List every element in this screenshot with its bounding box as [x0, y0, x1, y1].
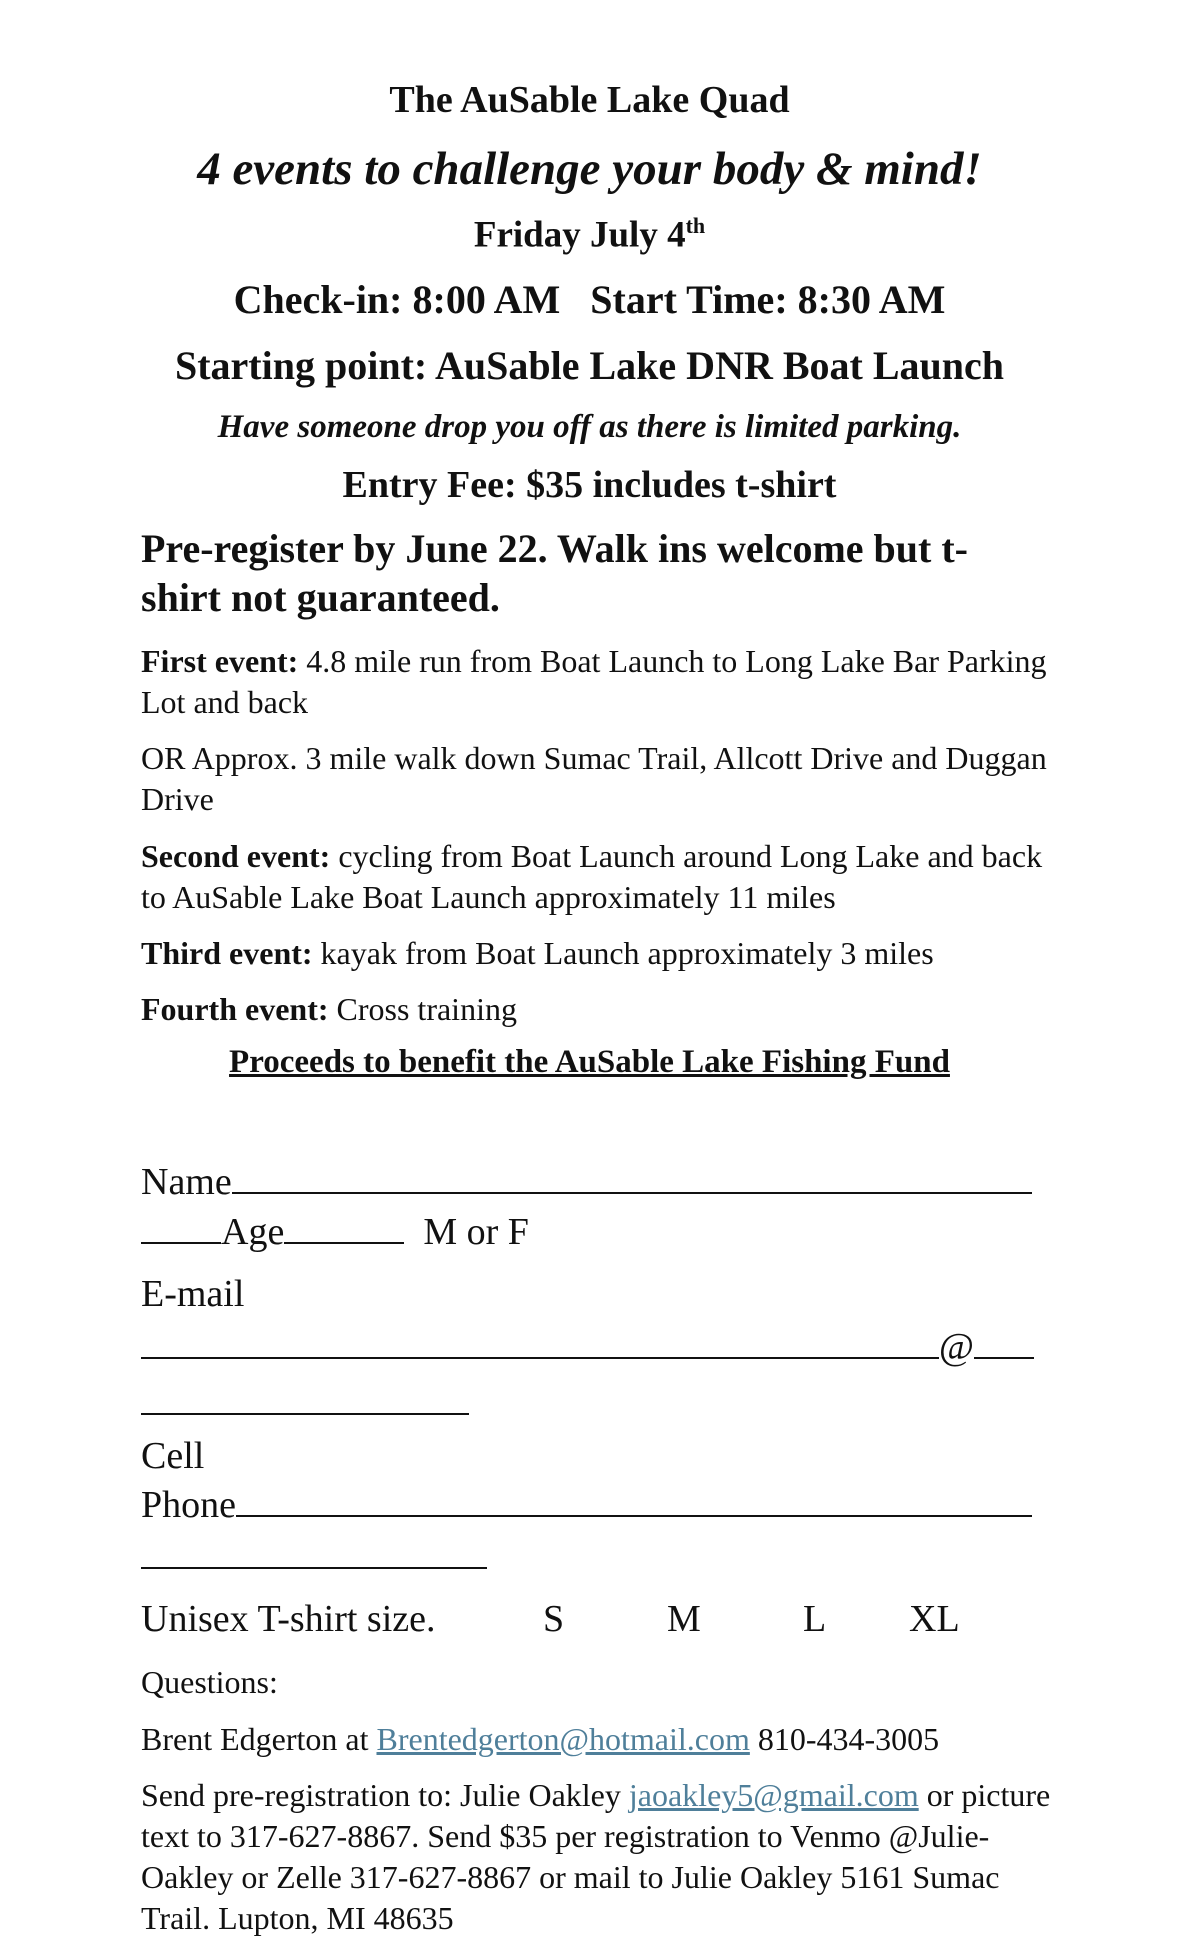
checkin-time: Check-in: 8:00 AM: [233, 277, 561, 322]
event-fourth: [141, 989, 1061, 1030]
flyer-title: The AuSable Lake Quad: [389, 79, 790, 121]
size-option-s[interactable]: S: [543, 1598, 565, 1640]
event-label: Third event:: [141, 935, 313, 971]
starting-point: Starting point: AuSable Lake DNR Boat Launch: [174, 343, 1005, 388]
phone-label: Phone: [141, 1484, 236, 1526]
send-email-link[interactable]: jaoakley5@gmail.com: [628, 1777, 919, 1813]
event-text: cycling from Boat Launch around Long Lake and back to AuSable Lake Boat Launch approximately 11 miles: [141, 838, 1043, 915]
name-input-line[interactable]: [232, 1162, 1032, 1194]
name-label: Name: [141, 1161, 232, 1203]
preregister-note: Pre-register by June 22. Walk ins welcome but t-shirt not guaranteed.: [141, 526, 968, 620]
email-row: [141, 1325, 1034, 1369]
phone-row: [141, 1483, 1032, 1527]
cell-label-row: [141, 1434, 204, 1478]
phone-input-line-2[interactable]: [141, 1537, 487, 1569]
event-date: [0, 213, 1179, 256]
gender-label: M or F: [423, 1211, 529, 1253]
email-user-line[interactable]: [141, 1327, 939, 1359]
send-details: or picture text to 317-627-8867. Send $35 per registration to Venmo @Julie-Oakley or Zelle 317-627-8867 or mail to Julie Oakley 5161 Sumac Trail. Lupton, MI 48635: [141, 1777, 1051, 1936]
email-domain-line-2[interactable]: [141, 1383, 469, 1415]
proceeds-note: Proceeds to benefit the AuSable Lake Fishing Fund: [229, 1044, 950, 1080]
name-row: [141, 1160, 1032, 1204]
event-date-text: Friday July 4: [473, 214, 686, 256]
event-second: [141, 836, 1061, 918]
email-label-row: [141, 1272, 244, 1316]
entry-fee: Entry Fee: $35 includes t-shirt: [342, 464, 837, 506]
age-label: Age: [221, 1211, 285, 1253]
event-text: Cross training: [328, 991, 517, 1027]
event-text: OR Approx. 3 mile walk down Sumac Trail, Allcott Drive and Duggan Drive: [141, 740, 1047, 817]
event-label: Fourth event:: [141, 991, 329, 1027]
email-label: E-mail: [141, 1273, 245, 1315]
event-first-alt: [141, 738, 1061, 820]
event-times: [0, 276, 1179, 323]
age-prefix-line[interactable]: [141, 1212, 221, 1244]
age-row: [141, 1210, 529, 1254]
size-option-xl[interactable]: XL: [909, 1598, 960, 1640]
send-registration: [141, 1775, 1061, 1939]
event-label: Second event:: [141, 838, 331, 874]
event-first: [141, 641, 1061, 723]
tshirt-row: [141, 1597, 960, 1641]
event-date-suffix: th: [685, 213, 706, 238]
event-label: First event:: [141, 643, 299, 679]
flyer-tagline: 4 events to challenge your body & mind!: [197, 143, 982, 195]
email-domain-line[interactable]: [974, 1327, 1034, 1359]
start-time: Start Time: 8:30 AM: [590, 277, 946, 322]
cell-label: Cell: [141, 1435, 205, 1477]
email-cont-row: [141, 1381, 469, 1425]
size-option-l[interactable]: L: [803, 1598, 827, 1640]
event-text: 4.8 mile run from Boat Launch to Long Lake Bar Parking Lot and back: [141, 643, 1047, 720]
age-input-line[interactable]: [284, 1212, 404, 1244]
parking-note: Have someone drop you off as there is limited parking.: [217, 409, 962, 445]
tshirt-label: Unisex T-shirt size.: [141, 1598, 436, 1640]
questions-label: Questions:: [141, 1664, 278, 1700]
email-at: @: [939, 1326, 974, 1368]
phone-input-line[interactable]: [236, 1485, 1032, 1517]
send-prefix: Send pre-registration to: Julie Oakley: [141, 1777, 629, 1813]
size-option-m[interactable]: M: [667, 1598, 701, 1640]
contact-phone: 810-434-3005: [749, 1721, 940, 1757]
event-third: [141, 933, 1061, 974]
contact-name: Brent Edgerton at: [141, 1721, 377, 1757]
event-text: kayak from Boat Launch approximately 3 miles: [312, 935, 934, 971]
contact-line: [141, 1719, 1061, 1760]
phone-cont-row: [141, 1535, 487, 1579]
contact-email-link[interactable]: Brentedgerton@hotmail.com: [376, 1721, 750, 1757]
